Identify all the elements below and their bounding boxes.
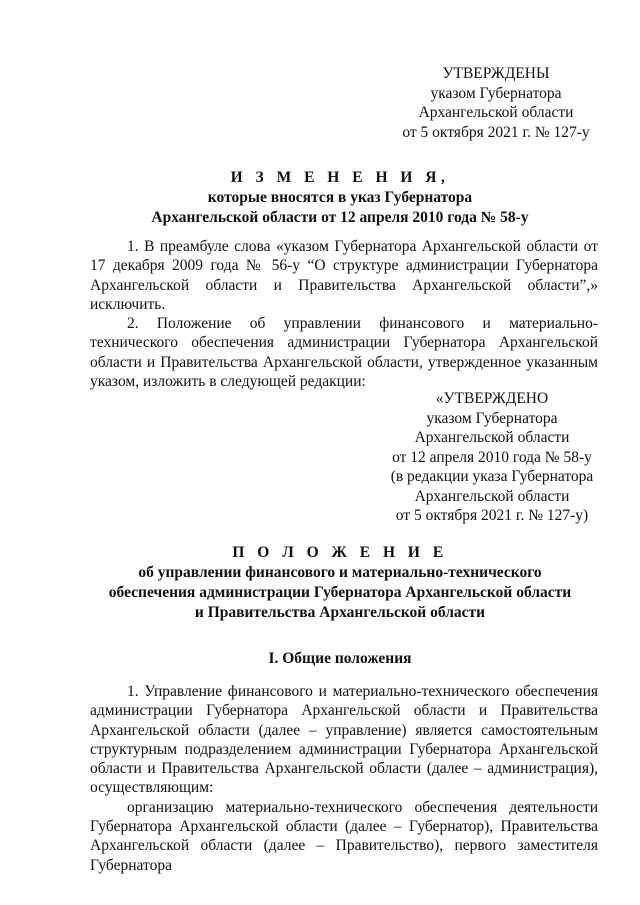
- approval-stamp-top: [392, 64, 600, 142]
- regulation-paragraph-2: организацию материально-технического обеспечения деятельности Губернатора Архангельской области (далее – Губернатор), Правительства Архангельской области (далее – Правительство), первого заместителя Губернатора: [90, 798, 598, 874]
- regulation-subtitle-line-2: обеспечения администрации Губернатора Архангельской области: [108, 584, 572, 601]
- section-heading: I. Общие положения: [268, 650, 412, 667]
- approval-reg-line-3: Архангельской области: [414, 429, 570, 446]
- regulation-paragraph-1: 1. Управление финансового и материально-технического обеспечения администрации Губернатора Архангельской области и Правительства Архангельской области (далее – управление) является самостоятельным структурным подразделением администрации Губернатора Архангельской области и Правительства Архангельской области (далее – администрация), осуществляющим:: [90, 683, 598, 797]
- changes-body: [90, 237, 598, 391]
- changes-subtitle-line-1: которые вносятся в указ Губернатора: [207, 189, 473, 206]
- changes-heading: И З М Е Н Е Н И Я,: [230, 169, 450, 186]
- approval-reg-line-1: «УТВЕРЖДЕНО: [435, 390, 549, 407]
- approval-stamp-regulation: [372, 389, 612, 526]
- regulation-subtitle-line-3: и Правительства Архангельской области: [194, 604, 486, 621]
- regulation-subtitle-line-1: об управлении финансового и материально-технического: [138, 564, 542, 581]
- regulation-heading: П О Л О Ж Е Н И Е: [232, 544, 448, 561]
- changes-title: [40, 168, 640, 228]
- approval-top-line-1: УТВЕРЖДЕНЫ: [442, 65, 550, 82]
- changes-subtitle-line-2: Архангельской области от 12 апреля 2010 года № 58-у: [151, 209, 529, 226]
- approval-top-line-2: указом Губернатора: [430, 84, 562, 102]
- approval-top-line-4: от 5 октября 2021 г. № 127-у: [402, 123, 590, 141]
- approval-reg-line-4: от 12 апреля 2010 года № 58-у: [392, 448, 592, 466]
- approval-top-line-3: Архангельской области: [418, 104, 574, 121]
- paragraph-item-2: 2. Положение об управлении финансового и материально-технического обеспечения администрации Губернатора Архангельской области и Правительства Архангельской области, утвержденное указанным указом, изложить в следующей редакции:: [90, 315, 598, 391]
- approval-reg-line-6: Архангельской области: [414, 487, 570, 505]
- regulation-body: [90, 682, 598, 875]
- regulation-title: [40, 543, 640, 623]
- approval-reg-line-5: (в редакции указа Губернатора: [390, 468, 594, 485]
- approval-reg-line-2: указом Губернатора: [426, 409, 558, 427]
- approval-reg-line-7: от 5 октября 2021 г. № 127-у): [395, 507, 589, 524]
- paragraph-item-1: 1. В преамбуле слова «указом Губернатора Архангельской области от 17 декабря 2009 года № 56-у “О структуре администрации Губернатора Архангельской области и Правительства Архангельской области”,» исключить.: [90, 238, 598, 313]
